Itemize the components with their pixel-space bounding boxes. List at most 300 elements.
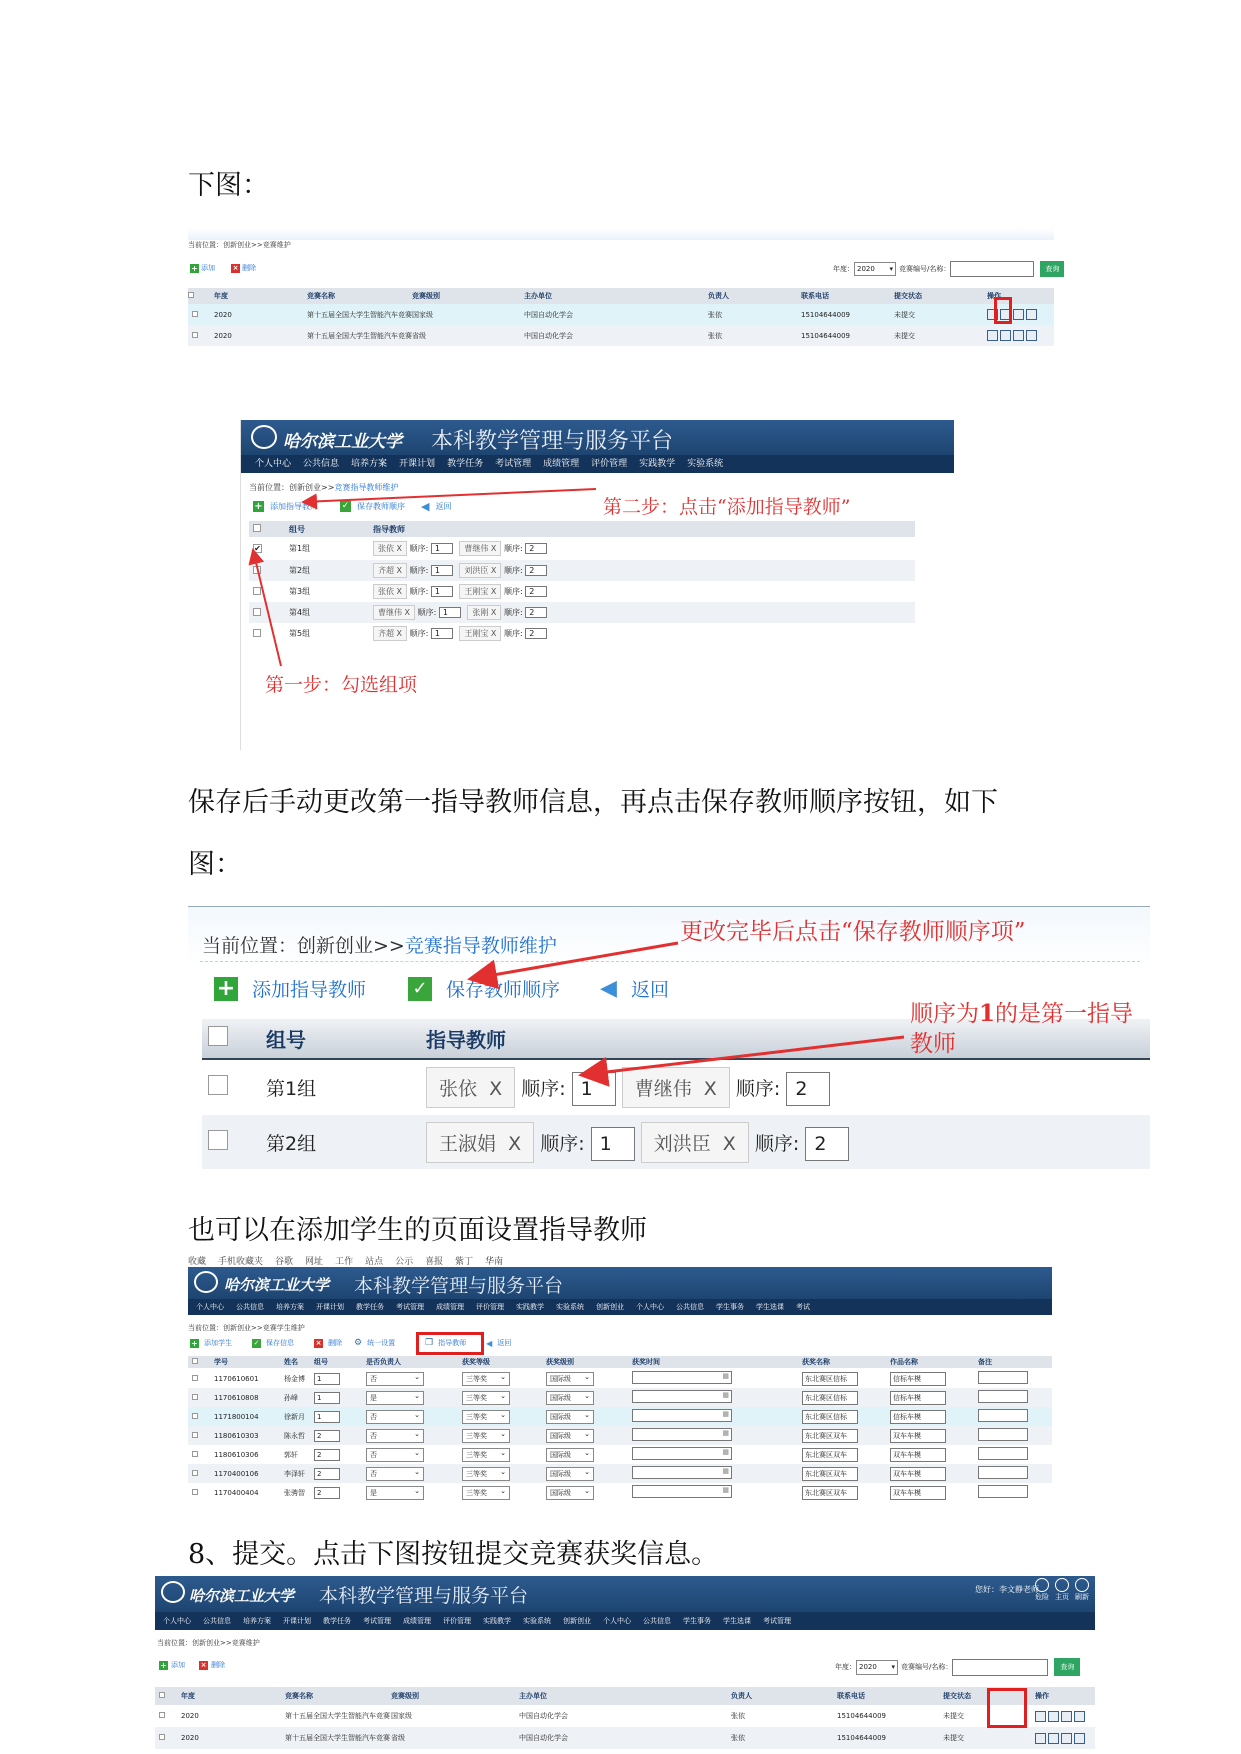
submit-icon[interactable]	[1074, 1733, 1085, 1744]
delete-icon: ×	[232, 263, 239, 272]
teacher-tag[interactable]: 曹继伟 X	[622, 1067, 730, 1108]
nav-item[interactable]: 评价管理	[591, 459, 628, 469]
row-checkbox[interactable]	[159, 1734, 165, 1740]
nav-item[interactable]: 考试	[796, 1303, 810, 1311]
screenshot-competition-list	[188, 228, 1060, 358]
add-icon[interactable]	[1048, 1733, 1059, 1744]
col-is-leader: 是否负责人	[366, 1356, 462, 1368]
bookmark-item[interactable]: 华南	[485, 1256, 504, 1267]
back-arrow-icon: ◀	[486, 1338, 493, 1348]
back-arrow-icon: ◀	[421, 500, 430, 513]
table-row[interactable]: 2020 第十五届全国大学生智能汽车竞赛 国家级 中国自动化学会 张依 15104644009 未提交	[155, 1705, 1095, 1727]
nav-item[interactable]: 考试管理	[396, 1303, 424, 1311]
nav-item[interactable]: 教学任务	[447, 459, 484, 469]
teacher-tag[interactable]: 齐超 X	[373, 626, 407, 641]
table-row[interactable]: 第3组 张依 X 顺序: 1 王刚宝 X 顺序: 2	[249, 581, 915, 602]
bookmark-item[interactable]: 手机收藏夹	[218, 1256, 264, 1267]
col-remark: 备注	[978, 1356, 1052, 1368]
table-row[interactable]	[188, 1426, 1052, 1445]
award-time-input[interactable]	[632, 1371, 732, 1384]
table-row[interactable]	[188, 1388, 1052, 1407]
nav-item[interactable]: 公共信息	[643, 1617, 671, 1625]
row-checkbox[interactable]	[192, 1375, 198, 1381]
dropdown-icon: ▾	[891, 1662, 895, 1671]
highlight-guide-teacher-button	[416, 1332, 484, 1355]
award-grade-select[interactable]: 三等奖 ⌄	[462, 1372, 510, 1386]
search-button[interactable]: 查询	[1054, 1658, 1080, 1676]
row-checkbox[interactable]	[192, 1489, 198, 1495]
student-id: 1170610808	[214, 1393, 259, 1402]
work-name-input[interactable]: 双车车模	[890, 1486, 946, 1500]
chevron-down-icon: ⌄	[414, 1429, 420, 1438]
search-label: 竞赛编号/名称：	[899, 265, 951, 273]
teacher-tag[interactable]: 齐超 X	[373, 563, 407, 578]
gear-icon: ⚙	[354, 1338, 363, 1348]
school-name: 哈尔滨工业大学	[283, 432, 402, 452]
nav-item[interactable]: 成绩管理	[436, 1303, 464, 1311]
group-input[interactable]: 2	[314, 1449, 340, 1461]
plus-icon: +	[191, 1338, 198, 1348]
row-checkbox[interactable]	[192, 332, 198, 338]
nav-item[interactable]: 个人中心	[636, 1303, 664, 1311]
search-label: 竞赛编号/名称：	[901, 1663, 953, 1671]
annotation-step1: 第一步：勾选组项	[265, 674, 418, 696]
nav-item[interactable]: 培养方案	[276, 1303, 304, 1311]
order-input[interactable]: 1	[431, 543, 453, 554]
edit-icon[interactable]	[1035, 1711, 1046, 1722]
order-input[interactable]: 1	[431, 628, 453, 639]
logout-icon[interactable]: 退出	[1095, 1578, 1109, 1602]
breadcrumb: 当前位置：创新创业>>竞赛学生维护	[188, 1324, 305, 1332]
teacher-tag[interactable]: 张依 X	[426, 1067, 515, 1108]
breadcrumb: 当前位置：创新创业>>竞赛维护	[157, 1639, 260, 1647]
nav-item[interactable]: 开课计划	[283, 1617, 311, 1625]
add-teacher-button[interactable]: + 添加指导教师	[254, 501, 318, 512]
nav-item[interactable]: 公共信息	[203, 1617, 231, 1625]
refresh-icon[interactable]: 刷新	[1075, 1578, 1089, 1602]
col-host: 主办单位	[519, 1687, 731, 1705]
school-name: 哈尔滨工业大学	[224, 1276, 330, 1294]
nav-item[interactable]: 学生选课	[723, 1617, 751, 1625]
edit-icon[interactable]	[987, 330, 998, 341]
nav-item[interactable]: 实践教学	[639, 459, 676, 469]
calendar-icon[interactable]: ▦	[722, 1467, 729, 1475]
award-name-input[interactable]: 东北赛区双车	[802, 1429, 858, 1443]
delete-button[interactable]: × 删除	[200, 1660, 225, 1669]
bookmark-item[interactable]: 谷歌	[275, 1256, 294, 1267]
nav-item[interactable]: 开课计划	[316, 1303, 344, 1311]
col-student-name: 姓名	[284, 1356, 314, 1368]
group-input[interactable]: 1	[314, 1411, 340, 1423]
group-input[interactable]: 2	[314, 1487, 340, 1499]
award-grade-select[interactable]: 三等奖 ⌄	[462, 1486, 510, 1500]
search-input[interactable]	[952, 1659, 1048, 1676]
remark-input[interactable]	[978, 1371, 1028, 1384]
work-name-input[interactable]: 信标车模	[890, 1391, 946, 1405]
table-row[interactable]: 第1组 张依 X 顺序: 1 曹继伟 X 顺序: 2	[202, 1059, 1150, 1115]
remark-input[interactable]	[978, 1428, 1028, 1441]
save-order-button[interactable]: ✓ 保存教师顺序	[408, 975, 560, 1002]
screenshot-teacher-order	[188, 906, 1150, 1180]
award-level-select[interactable]: 国际级 ⌄	[546, 1372, 594, 1386]
award-name-input[interactable]: 东北赛区双车	[802, 1448, 858, 1462]
remark-input[interactable]	[978, 1390, 1028, 1403]
student-id: 1170400404	[214, 1488, 259, 1497]
breadcrumb: 当前位置：创新创业>>竞赛指导教师维护	[249, 483, 399, 492]
intro-text: 下图：	[188, 170, 269, 201]
add-icon[interactable]	[1000, 330, 1011, 341]
nav-item[interactable]: 教学任务	[323, 1617, 351, 1625]
is-leader-select[interactable]: 否 ⌄	[366, 1372, 424, 1386]
table-row[interactable]	[188, 1445, 1052, 1464]
table-row[interactable]: 第4组 曹继伟 X 顺序: 1 张刚 X 顺序: 2	[249, 602, 915, 623]
nav-item[interactable]: 学生事务	[683, 1617, 711, 1625]
work-name-input[interactable]: 信标车模	[890, 1372, 946, 1386]
order-input[interactable]: 2	[525, 565, 547, 576]
select-all-checkbox[interactable]	[192, 1358, 198, 1364]
teacher-tag[interactable]: 刘洪臣 X	[459, 563, 501, 578]
nav-item[interactable]: 公共信息	[676, 1303, 704, 1311]
alt-method-text: 也可以在添加学生的页面设置指导教师	[188, 1215, 647, 1246]
chevron-down-icon: ⌄	[500, 1391, 506, 1400]
annotation-first-teacher: 顺序为1的是第一指导	[910, 1000, 1134, 1027]
award-grade-select[interactable]: 三等奖 ⌄	[462, 1410, 510, 1424]
is-leader-select[interactable]: 否 ⌄	[366, 1467, 424, 1481]
nav-item[interactable]: 实验系统	[556, 1303, 584, 1311]
col-award-name: 获奖名称	[802, 1356, 890, 1368]
row-checkbox[interactable]	[192, 1394, 198, 1400]
bookmark-item[interactable]: 收藏	[188, 1256, 207, 1267]
nav-item[interactable]: 考试管理	[495, 459, 532, 469]
row-checkbox[interactable]	[192, 311, 198, 317]
calendar-icon[interactable]: ▦	[722, 1486, 729, 1494]
calendar-icon[interactable]: ▦	[722, 1429, 729, 1437]
add-student-button[interactable]: + 添加学生	[191, 1338, 232, 1348]
chevron-down-icon: ⌄	[500, 1448, 506, 1457]
teacher-tag[interactable]: 刘洪臣 X	[641, 1122, 749, 1163]
col-group: 组号	[266, 1019, 426, 1059]
return-button[interactable]: ◀ 返回	[600, 976, 669, 1001]
annotation-first-teacher-2: 教师	[910, 1031, 956, 1057]
chevron-down-icon: ⌄	[584, 1372, 590, 1381]
check-icon: ✓	[253, 1338, 260, 1347]
calendar-icon[interactable]: ▦	[722, 1372, 729, 1380]
bookmark-item[interactable]: 喜报	[425, 1256, 444, 1267]
group-input[interactable]: 2	[314, 1468, 340, 1480]
bookmark-item[interactable]: 站点	[365, 1256, 384, 1267]
is-leader-select[interactable]: 否 ⌄	[366, 1410, 424, 1424]
teacher-icon[interactable]	[1061, 1711, 1072, 1722]
is-leader-select[interactable]: 否 ⌄	[366, 1429, 424, 1443]
col-work-name: 作品名称	[890, 1356, 978, 1368]
breadcrumb: 当前位置：创新创业>>竞赛指导教师维护	[202, 935, 557, 957]
plus-icon: +	[191, 263, 198, 273]
screenshot-submit	[155, 1576, 1109, 1754]
student-id: 1180610303	[214, 1431, 259, 1440]
table-row[interactable]: 2020 第十五届全国大学生智能汽车竞赛 省级 中国自动化学会 张依 15104644009 未提交	[188, 325, 1054, 346]
bookmark-item[interactable]: 工作	[335, 1256, 354, 1267]
delete-button[interactable]: × 删除	[315, 1338, 342, 1347]
table-row[interactable]: 第2组 齐超 X 顺序: 1 刘洪臣 X 顺序: 2	[249, 560, 915, 581]
order-input[interactable]: 2	[525, 543, 547, 554]
instruction-text-line1: 保存后手动更改第一指导教师信息，再点击保存教师顺序按钮，如下	[188, 787, 998, 818]
order-input[interactable]: 2	[786, 1072, 830, 1106]
highlight-submit-button	[987, 1688, 1027, 1728]
order-input[interactable]: 1	[439, 607, 461, 618]
order-input[interactable]: 1	[431, 565, 453, 576]
annotation-arrows	[241, 420, 955, 750]
work-name-input[interactable]: 信标车模	[890, 1410, 946, 1424]
award-time-input[interactable]	[632, 1409, 732, 1422]
submit-icon[interactable]	[1026, 330, 1037, 341]
nav-item[interactable]: 成绩管理	[403, 1617, 431, 1625]
table-row[interactable]: ✔ 第1组 张依 X 顺序: 1 曹继伟 X 顺序: 2	[249, 537, 915, 560]
bookmark-item[interactable]: 公示	[395, 1256, 414, 1267]
award-time-input[interactable]	[632, 1447, 732, 1460]
nav-item[interactable]: 成绩管理	[543, 459, 580, 469]
award-name-input[interactable]: 东北赛区信标	[802, 1372, 858, 1386]
nav-item[interactable]: 学生事务	[716, 1303, 744, 1311]
edit-icon[interactable]	[1035, 1733, 1046, 1744]
col-group: 组号	[314, 1356, 366, 1368]
work-name-input[interactable]: 双车车模	[890, 1467, 946, 1481]
award-level-select[interactable]: 国际级 ⌄	[546, 1467, 594, 1481]
award-grade-select[interactable]: 三等奖 ⌄	[462, 1467, 510, 1481]
table-row[interactable]	[188, 1407, 1052, 1426]
remark-input[interactable]	[978, 1409, 1028, 1422]
award-name-input[interactable]: 东北赛区信标	[802, 1391, 858, 1405]
chevron-down-icon: ⌄	[584, 1448, 590, 1457]
row-checkbox[interactable]	[192, 1413, 198, 1419]
remark-input[interactable]	[978, 1466, 1028, 1479]
add-teacher-button[interactable]: + 添加指导教师	[214, 975, 366, 1002]
student-name: 张骋智	[284, 1488, 305, 1497]
chevron-down-icon: ⌄	[500, 1410, 506, 1419]
nav-item[interactable]: 考试管理	[763, 1617, 791, 1625]
table-row[interactable]: 第2组 王淑娟 X 顺序: 1 刘洪臣 X 顺序: 2	[202, 1115, 1150, 1169]
award-time-input[interactable]	[632, 1485, 732, 1498]
teacher-tag[interactable]: 张刚 X	[467, 605, 501, 620]
teacher-tag[interactable]: 张依 X	[373, 584, 407, 599]
add-button[interactable]: + 添加	[160, 1660, 185, 1670]
teacher-tag[interactable]: 王淑娟 X	[426, 1122, 534, 1163]
award-level-select[interactable]: 国际级 ⌄	[546, 1448, 594, 1462]
row-checkbox-checked[interactable]: ✔	[254, 544, 261, 553]
return-button[interactable]: ◀ 返回	[486, 1338, 512, 1348]
row-checkbox[interactable]	[192, 1470, 198, 1476]
order-input[interactable]: 1	[431, 586, 453, 597]
calendar-icon[interactable]: ▦	[722, 1410, 729, 1418]
award-name-input[interactable]: 东北赛区双车	[802, 1486, 858, 1500]
chevron-down-icon: ⌄	[414, 1372, 420, 1381]
nav-item[interactable]: 公共信息	[303, 459, 340, 469]
nav-item[interactable]: 培养方案	[243, 1617, 271, 1625]
teacher-icon[interactable]	[1013, 309, 1024, 320]
calendar-icon[interactable]: ▦	[722, 1391, 729, 1399]
add-icon[interactable]	[1048, 1711, 1059, 1722]
order-input[interactable]: 2	[525, 628, 547, 639]
chevron-down-icon: ⌄	[500, 1372, 506, 1381]
calendar-icon[interactable]: ▦	[722, 1448, 729, 1456]
nav-item[interactable]: 实践教学	[516, 1303, 544, 1311]
year-select[interactable]: 2020 ▾	[854, 262, 896, 276]
search-button[interactable]: 查询	[1040, 261, 1064, 277]
nav-item[interactable]: 教学任务	[356, 1303, 384, 1311]
col-award-time: 获奖时间	[632, 1356, 802, 1368]
work-name-input[interactable]: 双车车模	[890, 1429, 946, 1443]
order-input[interactable]: 2	[525, 586, 547, 597]
add-button[interactable]: + 添加	[191, 263, 215, 273]
group-input[interactable]: 1	[314, 1373, 340, 1385]
bookmark-item[interactable]: 网址	[305, 1256, 324, 1267]
is-leader-select[interactable]: 是 ⌄	[366, 1486, 424, 1500]
search-input[interactable]	[950, 261, 1034, 277]
award-grade-select[interactable]: 三等奖 ⌄	[462, 1391, 510, 1405]
chevron-down-icon: ⌄	[414, 1448, 420, 1457]
teacher-icon[interactable]	[1061, 1733, 1072, 1744]
chevron-down-icon: ⌄	[500, 1429, 506, 1438]
student-name: 李泽轩	[284, 1469, 305, 1478]
danger-icon[interactable]: 危险	[1035, 1578, 1049, 1602]
chevron-down-icon: ⌄	[414, 1391, 420, 1400]
nav-item[interactable]: 考试管理	[363, 1617, 391, 1625]
home-icon[interactable]: 主页	[1055, 1578, 1069, 1602]
nav-item[interactable]: 个人中心	[163, 1617, 191, 1625]
delete-button[interactable]: × 删除	[232, 263, 256, 272]
award-level-select[interactable]: 国际级 ⌄	[546, 1429, 594, 1443]
award-grade-select[interactable]: 三等奖 ⌄	[462, 1448, 510, 1462]
return-button[interactable]: ◀ 返回	[421, 500, 452, 513]
col-student-id: 学号	[214, 1356, 284, 1368]
save-info-button[interactable]: ✓ 保存信息	[253, 1338, 294, 1347]
nav-item[interactable]: 实践教学	[483, 1617, 511, 1625]
nav-item[interactable]: 创新创业	[596, 1303, 624, 1311]
submit-icon[interactable]	[1074, 1711, 1085, 1722]
table-row[interactable]	[188, 1483, 1052, 1502]
submit-icon[interactable]	[1026, 309, 1037, 320]
platform-name: 本科教学管理与服务平台	[354, 1275, 564, 1297]
teacher-tag[interactable]: 张依 X	[373, 541, 407, 556]
year-select[interactable]: 2020 ▾	[856, 1660, 898, 1675]
chevron-down-icon: ⌄	[414, 1467, 420, 1476]
award-grade-select[interactable]: 三等奖 ⌄	[462, 1429, 510, 1443]
table-row[interactable]: 第5组 齐超 X 顺序: 1 王刚宝 X 顺序: 2	[249, 623, 915, 644]
row-checkbox[interactable]	[192, 1451, 198, 1457]
nav-item[interactable]: 评价管理	[476, 1303, 504, 1311]
nav-item[interactable]: 个人中心	[196, 1303, 224, 1311]
plus-icon: +	[214, 977, 238, 1001]
plus-icon: +	[254, 501, 263, 512]
copy-icon: ❐	[425, 1338, 434, 1348]
highlight-teacher-button	[994, 297, 1012, 324]
nav-item[interactable]: 培养方案	[351, 459, 388, 469]
student-name: 杨金博	[284, 1374, 305, 1383]
group-input[interactable]: 2	[314, 1430, 340, 1442]
student-id: 1180610306	[214, 1450, 259, 1459]
nav-item[interactable]: 创新创业	[563, 1617, 591, 1625]
delete-icon: ×	[200, 1660, 207, 1669]
bookmark-item[interactable]: 紫丁	[455, 1256, 474, 1267]
remark-input[interactable]	[978, 1447, 1028, 1460]
chevron-down-icon: ⌄	[414, 1410, 420, 1419]
instruction-text-line2: 图：	[188, 849, 242, 880]
chevron-down-icon: ⌄	[584, 1486, 590, 1495]
chevron-down-icon: ⌄	[584, 1391, 590, 1400]
order-input[interactable]: 2	[525, 607, 547, 618]
row-checkbox[interactable]	[192, 1432, 198, 1438]
teacher-tag[interactable]: 曹继伟 X	[373, 605, 415, 620]
table-row[interactable]: 2020 第十五届全国大学生智能汽车竞赛 省级 中国自动化学会 张依 15104644009 未提交	[155, 1727, 1095, 1749]
nav-item[interactable]: 评价管理	[443, 1617, 471, 1625]
nav-item[interactable]: 个人中心	[603, 1617, 631, 1625]
chevron-down-icon: ⌄	[584, 1429, 590, 1438]
row-checkbox[interactable]	[159, 1712, 165, 1718]
order-input[interactable]: 2	[805, 1127, 849, 1161]
student-id: 1170400106	[214, 1469, 259, 1478]
is-leader-select[interactable]: 是 ⌄	[366, 1391, 424, 1405]
col-teacher: 指导教师	[426, 1019, 1150, 1059]
award-level-select[interactable]: 国际级 ⌄	[546, 1486, 594, 1500]
award-name-input[interactable]: 东北赛区信标	[802, 1410, 858, 1424]
submit-step-text: 8、提交。点击下图按钮提交竞赛获奖信息。	[188, 1539, 719, 1570]
school-logo-icon	[194, 1271, 218, 1293]
nav-item[interactable]: 实验系统	[687, 459, 724, 469]
work-name-input[interactable]: 双车车模	[890, 1448, 946, 1462]
nav-item[interactable]: 实验系统	[523, 1617, 551, 1625]
award-name-input[interactable]: 东北赛区双车	[802, 1467, 858, 1481]
year-label: 年度：	[833, 265, 854, 273]
year-label: 年度：	[835, 1663, 856, 1671]
group-input[interactable]: 1	[314, 1392, 340, 1404]
award-level-select[interactable]: 国际级 ⌄	[546, 1410, 594, 1424]
teacher-tag[interactable]: 王刚宝 X	[459, 626, 501, 641]
chevron-down-icon: ⌄	[584, 1467, 590, 1476]
col-name: 竞赛名称	[285, 1687, 391, 1705]
school-logo-icon	[161, 1581, 185, 1603]
nav-item[interactable]: 开课计划	[399, 459, 436, 469]
table-row[interactable]: 2020 第十五届全国大学生智能汽车竞赛 国家级 中国自动化学会 张依 15104644009 未提交	[188, 304, 1054, 325]
order-input[interactable]: 1	[591, 1127, 635, 1161]
nav-item[interactable]: 公共信息	[236, 1303, 264, 1311]
award-time-input[interactable]	[632, 1390, 732, 1403]
is-leader-select[interactable]: 否 ⌄	[366, 1448, 424, 1462]
nav-item[interactable]: 学生选课	[756, 1303, 784, 1311]
bookmark-bar	[188, 1253, 1052, 1267]
delete-icon: ×	[315, 1338, 322, 1347]
table-row[interactable]	[188, 1464, 1052, 1483]
col-year: 年度	[214, 288, 307, 304]
nav-item[interactable]: 个人中心	[255, 459, 292, 469]
teacher-icon[interactable]	[1013, 330, 1024, 341]
teacher-tag[interactable]: 曹继伟 X	[459, 541, 501, 556]
teacher-tag[interactable]: 王刚宝 X	[459, 584, 501, 599]
dropdown-icon: ▾	[889, 265, 893, 273]
award-level-select[interactable]: 国际级 ⌄	[546, 1391, 594, 1405]
select-all-checkbox[interactable]	[188, 292, 194, 298]
table-row[interactable]	[188, 1369, 1052, 1388]
back-arrow-icon: ◀	[600, 976, 617, 1001]
remark-input[interactable]	[978, 1485, 1028, 1498]
save-order-button[interactable]: ✓ 保存教师顺序	[341, 501, 405, 511]
guide-teacher-button[interactable]: ❐ 指导教师	[425, 1338, 467, 1348]
unified-settings-button[interactable]: ⚙ 统一设置	[354, 1338, 396, 1348]
order-input[interactable]: 1	[572, 1072, 616, 1106]
chevron-down-icon: ⌄	[500, 1467, 506, 1476]
award-time-input[interactable]	[632, 1466, 732, 1479]
award-time-input[interactable]	[632, 1428, 732, 1441]
col-teacher: 指导教师	[373, 521, 915, 537]
select-all-checkbox[interactable]	[159, 1692, 165, 1698]
